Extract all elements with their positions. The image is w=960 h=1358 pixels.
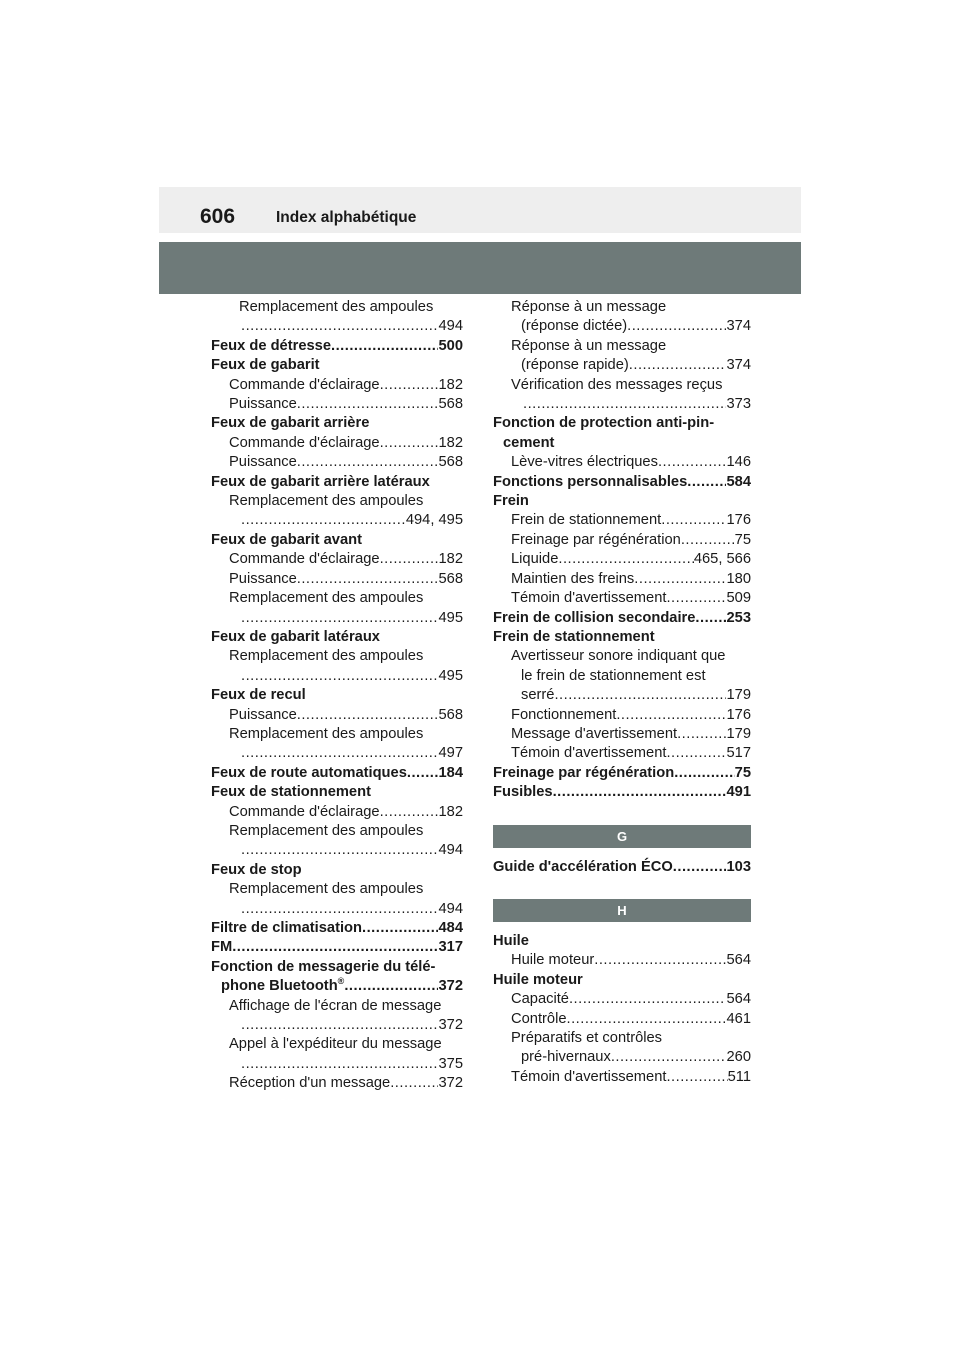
- entry-label: Fusibles: [493, 784, 553, 801]
- entry-label: Frein de stationnement: [511, 512, 662, 529]
- page-reference: 103: [726, 858, 751, 875]
- dot-leader: [380, 434, 439, 453]
- entry-label: (réponse rapide): [521, 357, 629, 374]
- entry-label: Remplacement des ampoules: [229, 881, 424, 898]
- dot-leader: [666, 744, 726, 763]
- entry-label: Contrôle: [511, 1010, 567, 1027]
- header-band: [159, 187, 801, 233]
- entry-label: Préparatifs et contrôles: [511, 1030, 663, 1046]
- dot-leader: [362, 919, 438, 938]
- dot-leader: [661, 511, 726, 530]
- index-entry-sub: [211, 803, 463, 822]
- page-reference: 568: [438, 706, 463, 723]
- dot-leader: [297, 453, 439, 472]
- index-entry-main: [211, 783, 463, 802]
- entry-label: Remplacement des ampoules: [229, 590, 424, 607]
- entry-label: Feux de gabarit latéraux: [211, 628, 380, 645]
- entry-label: Commande d'éclairage: [229, 376, 380, 393]
- index-entry-sub: [211, 609, 463, 628]
- entry-label: Liquide: [511, 551, 559, 568]
- index-entry-sub: [211, 841, 463, 860]
- index-entry-sub: [211, 589, 463, 608]
- index-entry-sub: [493, 356, 751, 375]
- entry-label: Remplacement des ampoules: [229, 648, 424, 665]
- entry-label: Réponse à un message: [511, 299, 667, 315]
- page-reference: 517: [726, 745, 751, 762]
- entry-label: Filtre de climatisation: [211, 920, 362, 936]
- index-entry-sub: [493, 317, 751, 336]
- index-entry-sub: [493, 647, 751, 666]
- index-entry-sub: [211, 725, 463, 744]
- page-reference: 372: [438, 1017, 463, 1034]
- page-reference: 75: [734, 764, 751, 781]
- index-entry-sub: [211, 647, 463, 666]
- index-entry-main: [211, 686, 463, 705]
- index-entry-main: [211, 861, 463, 880]
- index-entry-sub: [211, 900, 463, 919]
- spacer: [493, 877, 751, 899]
- index-entry-sub: [211, 744, 463, 763]
- entry-label: Frein: [493, 493, 529, 510]
- page-reference: 179: [726, 687, 751, 704]
- index-entry-sub: [493, 511, 751, 530]
- entry-label: Feux de recul: [211, 687, 306, 704]
- index-entry-sub: [211, 298, 463, 317]
- page-reference: 494: [438, 900, 463, 917]
- index-entry-sub: [493, 395, 751, 414]
- dot-leader: [241, 900, 438, 919]
- entry-label: Feux de stationnement: [211, 784, 371, 801]
- entry-label: Fonction de protection anti-pin-: [493, 415, 715, 432]
- entry-label: Message d'avertissement: [511, 725, 678, 742]
- page-reference: 182: [438, 803, 463, 820]
- dot-leader: [553, 783, 727, 802]
- dot-leader: [344, 977, 438, 996]
- index-entry-main: [493, 783, 751, 802]
- index-entry-main: [211, 977, 463, 996]
- index-entry-sub: [211, 822, 463, 841]
- page-reference: 253: [726, 609, 751, 626]
- spacer: [493, 803, 751, 825]
- dot-leader: [658, 453, 727, 472]
- page-reference: 497: [438, 745, 463, 762]
- entry-label: Puissance: [229, 570, 297, 587]
- entry-label: Huile moteur: [493, 971, 583, 988]
- page-reference: 511: [727, 1068, 751, 1085]
- index-entry-sub: [211, 550, 463, 569]
- index-entry-sub: [211, 376, 463, 395]
- page-reference: 372: [438, 978, 463, 995]
- entry-label: Guide d'accélération ÉCO: [493, 858, 673, 875]
- entry-label: Témoin d'avertissement: [511, 1068, 667, 1085]
- index-entry-main: [493, 858, 751, 877]
- dot-leader: [594, 951, 726, 970]
- page-reference: 146: [726, 454, 751, 471]
- dot-leader: [241, 841, 438, 860]
- page-reference: 484: [438, 920, 463, 936]
- index-entry-main: [493, 764, 751, 783]
- index-entry-main: [493, 492, 751, 511]
- page-reference: 375: [438, 1055, 463, 1072]
- entry-label: Puissance: [229, 396, 297, 413]
- page-reference: 180: [726, 570, 751, 587]
- dot-leader: [558, 550, 693, 569]
- entry-label: Feux de gabarit arrière: [211, 415, 370, 432]
- index-entry-sub: [211, 511, 463, 530]
- entry-label: Remplacement des ampoules: [229, 822, 424, 839]
- index-entry-sub: [211, 434, 463, 453]
- index-entry-main: [211, 473, 463, 492]
- entry-label: Freinage par régénération: [493, 764, 675, 781]
- page-reference: 461: [726, 1010, 751, 1027]
- dot-leader: [331, 337, 438, 356]
- index-entry-main: [211, 958, 463, 977]
- page-reference: 494: [438, 842, 463, 859]
- index-entry-sub: [493, 337, 751, 356]
- index-entry-main: [211, 938, 463, 957]
- entry-label: phone Bluetooth®: [221, 976, 345, 995]
- index-entry-main: [493, 434, 751, 453]
- index-entry-main: [493, 932, 751, 951]
- dot-leader: [407, 764, 439, 783]
- page-reference: 260: [726, 1049, 751, 1066]
- entry-label: Frein de collision secondaire: [493, 609, 696, 626]
- dot-leader: [616, 706, 726, 725]
- page-reference: 317: [438, 939, 463, 956]
- index-entry-main: [493, 414, 751, 433]
- index-column-left: [211, 298, 463, 1094]
- index-entry-sub: [493, 453, 751, 472]
- entry-label: Commande d'éclairage: [229, 434, 380, 451]
- entry-label: le frein de stationnement est: [521, 667, 706, 684]
- index-entry-sub: [211, 706, 463, 725]
- dot-leader: [380, 550, 439, 569]
- index-entry-main: [211, 764, 463, 783]
- entry-label: Affichage de l'écran de message: [229, 997, 442, 1014]
- index-entry-sub: [211, 395, 463, 414]
- entry-label: Capacité: [511, 991, 569, 1008]
- entry-label: Huile moteur: [511, 952, 595, 969]
- dot-leader: [677, 725, 726, 744]
- dot-leader: [627, 317, 726, 336]
- entry-label: Témoin d'avertissement: [511, 745, 667, 762]
- entry-label: Feux de détresse: [211, 337, 332, 354]
- index-entry-sub: [493, 550, 751, 569]
- index-entry-sub: [493, 706, 751, 725]
- page-reference: 182: [438, 434, 463, 451]
- spacer: [493, 848, 751, 858]
- page-reference: 568: [438, 570, 463, 587]
- entry-label: Fonction de messagerie du télé-: [211, 958, 436, 975]
- dot-leader: [666, 1068, 727, 1087]
- entry-label: Lève-vitres électriques: [511, 454, 658, 471]
- entry-label: FM: [211, 939, 233, 956]
- index-entry-sub: [211, 1016, 463, 1035]
- section-letter-bar: G: [493, 825, 751, 848]
- dot-leader: [629, 356, 727, 375]
- page-reference: 176: [726, 706, 751, 723]
- entry-label: (réponse dictée): [521, 318, 628, 335]
- page-reference: 465, 566: [693, 551, 751, 568]
- index-entry-sub: [211, 667, 463, 686]
- page-reference: 372: [438, 1075, 463, 1092]
- entry-label: Feux de stop: [211, 861, 302, 878]
- index-entry-main: [493, 473, 751, 492]
- entry-label: Remplacement des ampoules: [229, 493, 424, 510]
- index-entry-sub: [211, 1055, 463, 1074]
- index-entry-main: [211, 919, 463, 938]
- page-reference: 568: [438, 396, 463, 413]
- page-reference: 495: [438, 667, 463, 684]
- gray-banner: [159, 242, 801, 294]
- index-entry-main: [493, 971, 751, 990]
- index-entry-sub: [493, 570, 751, 589]
- index-entry-sub: [493, 686, 751, 705]
- dot-leader: [241, 1016, 438, 1035]
- entry-label: Frein de stationnement: [493, 628, 655, 645]
- index-entry-main: [493, 609, 751, 628]
- index-entry-sub: [211, 997, 463, 1016]
- index-entry-sub: [211, 453, 463, 472]
- entry-label: Appel à l'expéditeur du message: [229, 1036, 442, 1053]
- dot-leader: [611, 1048, 727, 1067]
- index-entry-sub: [211, 880, 463, 899]
- dot-leader: [674, 764, 734, 783]
- dot-leader: [554, 686, 726, 705]
- page-number: 606: [200, 205, 236, 228]
- page-reference: 374: [726, 318, 751, 335]
- dot-leader: [390, 1074, 438, 1093]
- dot-leader: [634, 570, 726, 589]
- entry-label: Huile: [493, 932, 529, 949]
- page-reference: 564: [726, 991, 751, 1008]
- page-reference: 182: [438, 376, 463, 393]
- dot-leader: [241, 317, 438, 336]
- page-reference: 495: [438, 609, 463, 626]
- index-entry-sub: [493, 1010, 751, 1029]
- index-entry-sub: [211, 492, 463, 511]
- page-reference: 494, 495: [405, 512, 463, 529]
- index-entry-main: [211, 531, 463, 550]
- dot-leader: [232, 938, 438, 957]
- dot-leader: [297, 395, 439, 414]
- page-reference: 373: [726, 396, 751, 413]
- page-reference: 564: [726, 952, 751, 969]
- entry-label: Feux de route automatiques: [211, 764, 407, 781]
- entry-label: pré-hivernaux: [521, 1049, 611, 1066]
- index-entry-sub: [493, 951, 751, 970]
- entry-label: Remplacement des ampoules: [239, 299, 434, 315]
- page-reference: 176: [726, 512, 751, 529]
- index-entry-main: [211, 414, 463, 433]
- entry-label: Puissance: [229, 706, 297, 723]
- dot-leader: [380, 803, 439, 822]
- entry-label: Puissance: [229, 454, 297, 471]
- dot-leader: [681, 531, 735, 550]
- page-reference: 179: [726, 725, 751, 742]
- index-entry-sub: [211, 570, 463, 589]
- index-entry-sub: [493, 990, 751, 1009]
- index-entry-sub: [493, 298, 751, 317]
- page-reference: 182: [438, 551, 463, 568]
- index-entry-main: [211, 356, 463, 375]
- page-reference: 75: [734, 531, 751, 548]
- spacer: [493, 922, 751, 932]
- index-entry-sub: [493, 1068, 751, 1087]
- index-entry-sub: [493, 667, 751, 686]
- dot-leader: [666, 589, 726, 608]
- index-entry-sub: [211, 317, 463, 336]
- dot-leader: [695, 609, 726, 628]
- header-title: Index alphabétique: [276, 209, 417, 226]
- section-letter-bar: H: [493, 899, 751, 922]
- entry-label: cement: [503, 434, 555, 451]
- page-reference: 568: [438, 454, 463, 471]
- entry-label: Commande d'éclairage: [229, 551, 380, 568]
- entry-label: Maintien des freins: [511, 570, 635, 587]
- entry-label: Vérification des messages reçus: [511, 376, 723, 393]
- page-reference: 509: [726, 590, 751, 607]
- dot-leader: [241, 609, 438, 628]
- entry-label: Feux de gabarit avant: [211, 531, 362, 548]
- entry-label: Remplacement des ampoules: [229, 725, 424, 742]
- index-entry-sub: [493, 376, 751, 395]
- index-entry-sub: [493, 744, 751, 763]
- index-entry-sub: [493, 1048, 751, 1067]
- entry-label: Réponse à un message: [511, 337, 667, 354]
- dot-leader: [567, 1010, 727, 1029]
- entry-label: serré: [521, 687, 555, 704]
- dot-leader: [241, 1055, 438, 1074]
- index-entry-sub: [211, 1074, 463, 1093]
- dot-leader: [241, 744, 438, 763]
- page-reference: 494: [438, 318, 463, 335]
- dot-leader: [673, 858, 727, 877]
- index-entry-sub: [493, 1029, 751, 1048]
- index-entry-main: [211, 628, 463, 647]
- index-entry-sub: [493, 725, 751, 744]
- dot-leader: [569, 990, 727, 1009]
- index-entry-sub: [211, 1035, 463, 1054]
- dot-leader: [523, 395, 726, 414]
- page-reference: 184: [438, 764, 463, 781]
- page-reference: 491: [726, 784, 751, 801]
- entry-label: Avertisseur sonore indiquant que: [511, 648, 726, 665]
- dot-leader: [380, 376, 439, 395]
- dot-leader: [297, 570, 439, 589]
- index-entry-sub: [493, 531, 751, 550]
- entry-label: Réception d'un message: [229, 1075, 391, 1092]
- page-reference: 584: [726, 473, 751, 490]
- entry-label: Feux de gabarit: [211, 357, 320, 374]
- entry-label: Fonctions personnalisables: [493, 473, 688, 490]
- page-reference: 500: [438, 337, 463, 354]
- page-reference: 374: [726, 357, 751, 374]
- index-entry-main: [493, 628, 751, 647]
- entry-label: Freinage par régénération: [511, 531, 681, 548]
- entry-label: Fonctionnement: [511, 706, 617, 723]
- dot-leader: [687, 473, 726, 492]
- dot-leader: [241, 667, 438, 686]
- index-entry-sub: [493, 589, 751, 608]
- entry-label: Commande d'éclairage: [229, 803, 380, 820]
- entry-label: Feux de gabarit arrière latéraux: [211, 473, 430, 490]
- index-column-right: [493, 298, 751, 1087]
- dot-leader: [241, 511, 406, 530]
- index-entry-main: [211, 337, 463, 356]
- dot-leader: [297, 706, 439, 725]
- entry-label: Témoin d'avertissement: [511, 590, 667, 607]
